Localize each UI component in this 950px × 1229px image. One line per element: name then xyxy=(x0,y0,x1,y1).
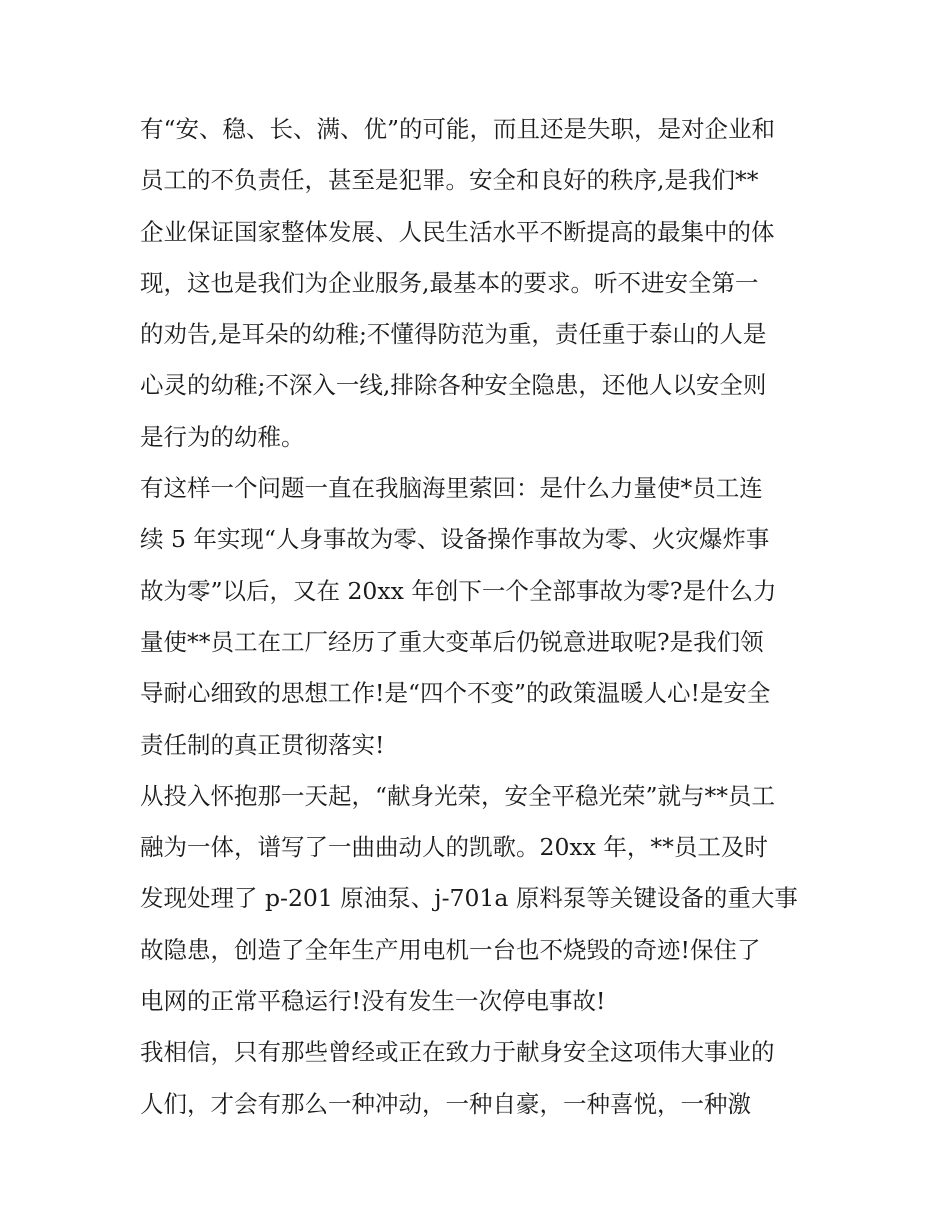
text-line: 续 5 年实现“人身事故为零、设备操作事故为零、火灾爆炸事 xyxy=(140,525,770,554)
document-body xyxy=(140,104,820,1130)
text-line: 导耐心细致的思想工作!是“四个不变”的政策温暖人心!是安全 xyxy=(140,679,771,708)
text-line: 电网的正常平稳运行!没有发生一次停电事故! xyxy=(140,987,606,1016)
text-line: 企业保证国家整体发展、人民生活水平不断提高的最集中的体 xyxy=(140,217,775,246)
text-line: 故为零”以后，又在 20xx 年创下一个全部事故为零?是什么力 xyxy=(140,576,777,605)
text-line: 有“安、稳、长、满、优”的可能，而且还是失职，是对企业和 xyxy=(140,115,776,143)
text-line: 心灵的幼稚;不深入一线,排除各种安全隐患，还他人以安全则 xyxy=(140,371,767,400)
text-line: 从投入怀抱那一天起，“献身光荣，安全平稳光荣”就与**员工 xyxy=(140,781,776,810)
text-line: 故隐患，创造了全年生产用电机一台也不烧毁的奇迹!保住了 xyxy=(140,935,761,964)
text-line: 融为一体，谱写了一曲曲动人的凯歌。20xx 年，**员工及时 xyxy=(140,833,768,862)
text-line: 的劝告,是耳朵的幼稚;不懂得防范为重，责任重于泰山的人是 xyxy=(140,320,767,349)
text-line: 有这样一个问题一直在我脑海里萦回：是什么力量使*员工连 xyxy=(140,474,763,503)
text-line: 发现处理了 p-201 原油泵、j-701a 原料泵等关键设备的重大事 xyxy=(140,884,798,913)
text-line: 是行为的幼稚。 xyxy=(140,422,305,451)
text-line: 量使**员工在工厂经历了重大变革后仍锐意进取呢?是我们领 xyxy=(140,627,764,656)
text-line: 人们，才会有那么一种冲动，一种自豪，一种喜悦，一种激 xyxy=(140,1089,751,1118)
text-line: 我相信，只有那些曾经或正在致力于献身安全这项伟大事业的 xyxy=(140,1038,775,1067)
text-line: 责任制的真正贯彻落实! xyxy=(140,730,385,759)
text-line: 现，这也是我们为企业服务,最基本的要求。听不进安全第一 xyxy=(140,268,759,297)
text-line: 员工的不负责任，甚至是犯罪。安全和良好的秩序,是我们** xyxy=(140,166,759,195)
